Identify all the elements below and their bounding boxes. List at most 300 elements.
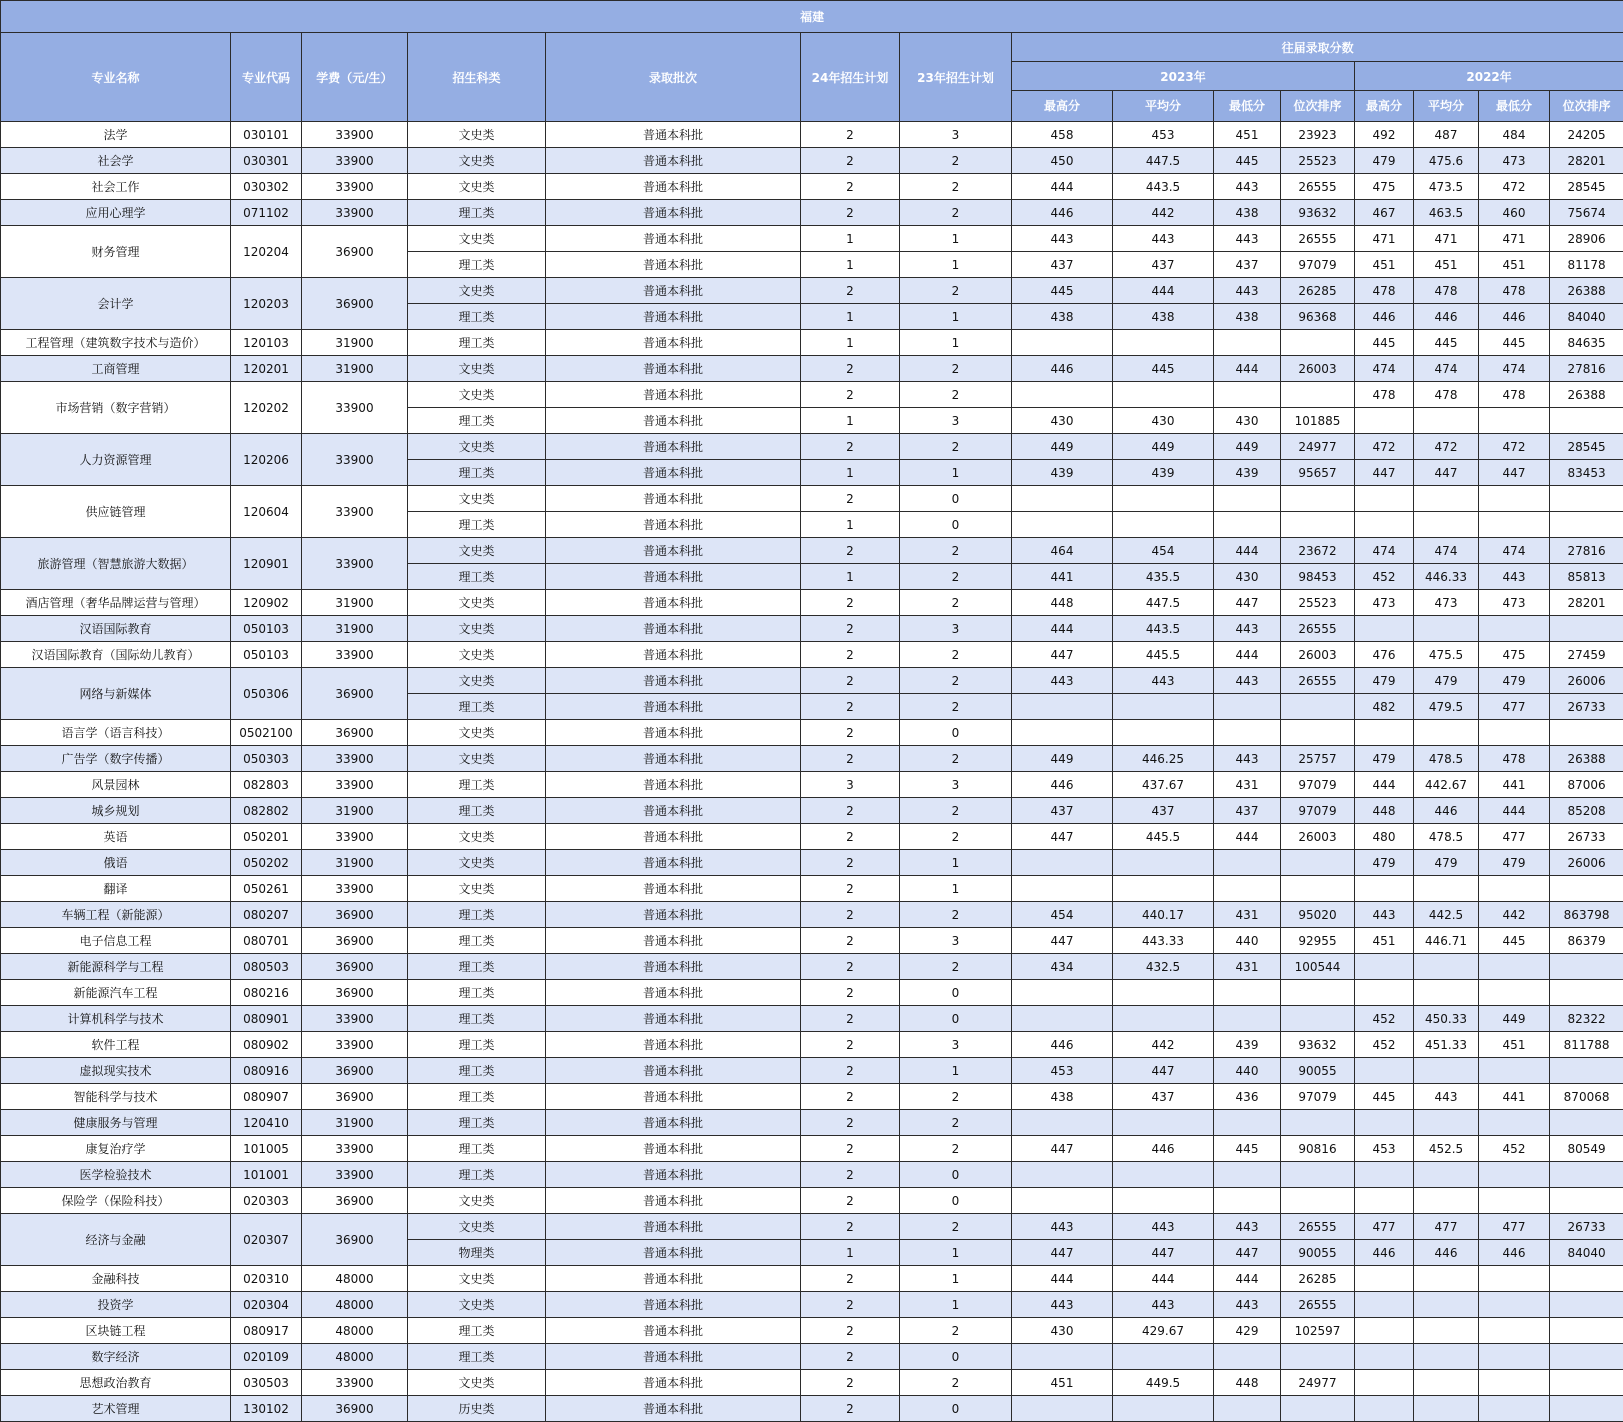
score-2022-max-cell (1355, 1058, 1414, 1084)
rank-2022-cell: 28201 (1550, 590, 1623, 616)
major-name-cell: 智能科学与技术 (1, 1084, 231, 1110)
category-cell: 理工类 (408, 1318, 546, 1344)
table-row (1, 1006, 1623, 1032)
score-2023-min-cell: 443 (1214, 174, 1281, 200)
score-2023-avg-cell: 440.17 (1113, 902, 1214, 928)
plan-2023-cell: 2 (900, 356, 1012, 382)
score-2023-max-cell: 464 (1012, 538, 1113, 564)
major-code-cell: 030503 (231, 1370, 302, 1396)
category-cell: 文史类 (408, 1214, 546, 1240)
major-name-cell: 新能源汽车工程 (1, 980, 231, 1006)
score-2023-max-cell: 454 (1012, 902, 1113, 928)
plan-2023-cell: 3 (900, 408, 1012, 434)
score-2022-max-cell: 482 (1355, 694, 1414, 720)
score-2023-avg-cell: 443.5 (1113, 616, 1214, 642)
header-2023-min: 最低分 (1214, 91, 1281, 122)
score-2022-avg-cell (1414, 720, 1479, 746)
plan-2024-cell: 1 (801, 1240, 900, 1266)
score-2022-min-cell: 441 (1479, 1084, 1550, 1110)
table-row (1, 772, 1623, 798)
plan-2023-cell: 2 (900, 382, 1012, 408)
score-2023-min-cell: 439 (1214, 1032, 1281, 1058)
plan-2024-cell: 2 (801, 538, 900, 564)
score-2022-max-cell: 476 (1355, 642, 1414, 668)
rank-2023-cell: 93632 (1281, 1032, 1355, 1058)
tuition-fee-cell: 36900 (302, 668, 408, 720)
plan-2023-cell: 1 (900, 1058, 1012, 1084)
batch-cell: 普通本科批 (546, 1344, 801, 1370)
plan-2024-cell: 1 (801, 512, 900, 538)
tuition-fee-cell: 33900 (302, 876, 408, 902)
rank-2023-cell: 98453 (1281, 564, 1355, 590)
score-2022-avg-cell: 442.5 (1414, 902, 1479, 928)
plan-2024-cell: 2 (801, 954, 900, 980)
rank-2022-cell: 870068 (1550, 1084, 1623, 1110)
score-2023-avg-cell: 430 (1113, 408, 1214, 434)
score-2023-min-cell: 429 (1214, 1318, 1281, 1344)
major-name-cell: 医学检验技术 (1, 1162, 231, 1188)
header-category: 招生科类 (408, 33, 546, 122)
table-row (1, 174, 1623, 200)
major-code-cell: 120204 (231, 226, 302, 278)
category-cell: 理工类 (408, 954, 546, 980)
rank-2022-cell: 26006 (1550, 668, 1623, 694)
rank-2023-cell: 95020 (1281, 902, 1355, 928)
plan-2023-cell: 0 (900, 1006, 1012, 1032)
batch-cell: 普通本科批 (546, 746, 801, 772)
table-row (1, 1396, 1623, 1422)
tuition-fee-cell: 36900 (302, 1058, 408, 1084)
major-code-cell: 082803 (231, 772, 302, 798)
score-2023-max-cell: 430 (1012, 1318, 1113, 1344)
score-2022-min-cell (1479, 1292, 1550, 1318)
score-2023-max-cell: 447 (1012, 824, 1113, 850)
plan-2023-cell: 3 (900, 1032, 1012, 1058)
score-2022-min-cell: 445 (1479, 928, 1550, 954)
tuition-fee-cell: 36900 (302, 954, 408, 980)
score-2022-avg-cell (1414, 1318, 1479, 1344)
plan-2024-cell: 2 (801, 798, 900, 824)
score-2022-max-cell: 492 (1355, 122, 1414, 148)
score-2023-min-cell: 443 (1214, 746, 1281, 772)
score-2023-max-cell (1012, 1396, 1113, 1422)
tuition-fee-cell: 33900 (302, 1136, 408, 1162)
score-2022-min-cell (1479, 720, 1550, 746)
score-2023-max-cell: 449 (1012, 434, 1113, 460)
plan-2023-cell: 2 (900, 798, 1012, 824)
score-2022-max-cell: 473 (1355, 590, 1414, 616)
plan-2024-cell: 1 (801, 330, 900, 356)
score-2022-avg-cell: 451.33 (1414, 1032, 1479, 1058)
rank-2022-cell (1550, 1188, 1623, 1214)
score-2023-avg-cell (1113, 1188, 1214, 1214)
score-2022-max-cell: 480 (1355, 824, 1414, 850)
plan-2023-cell: 2 (900, 1084, 1012, 1110)
score-2022-max-cell: 443 (1355, 902, 1414, 928)
category-cell: 文史类 (408, 278, 546, 304)
score-2023-avg-cell: 447 (1113, 1240, 1214, 1266)
plan-2023-cell: 1 (900, 850, 1012, 876)
tuition-fee-cell: 36900 (302, 902, 408, 928)
score-2022-max-cell: 475 (1355, 174, 1414, 200)
score-2023-min-cell: 438 (1214, 200, 1281, 226)
rank-2022-cell: 28545 (1550, 174, 1623, 200)
score-2023-max-cell (1012, 850, 1113, 876)
batch-cell: 普通本科批 (546, 590, 801, 616)
score-2023-min-cell: 443 (1214, 1292, 1281, 1318)
table-row (1, 226, 1623, 252)
rank-2023-cell (1281, 330, 1355, 356)
score-2022-avg-cell: 479 (1414, 850, 1479, 876)
category-cell: 理工类 (408, 304, 546, 330)
category-cell: 文史类 (408, 356, 546, 382)
plan-2023-cell: 0 (900, 1344, 1012, 1370)
category-cell: 文史类 (408, 382, 546, 408)
score-2022-min-cell (1479, 1110, 1550, 1136)
score-2023-max-cell: 445 (1012, 278, 1113, 304)
table-row (1, 590, 1623, 616)
tuition-fee-cell: 33900 (302, 642, 408, 668)
score-2022-max-cell (1355, 876, 1414, 902)
major-code-cell: 120206 (231, 434, 302, 486)
score-2022-avg-cell (1414, 954, 1479, 980)
tuition-fee-cell: 33900 (302, 382, 408, 434)
score-2022-max-cell (1355, 954, 1414, 980)
score-2023-avg-cell: 447.5 (1113, 590, 1214, 616)
category-cell: 理工类 (408, 798, 546, 824)
score-2023-min-cell: 430 (1214, 408, 1281, 434)
score-2023-min-cell: 443 (1214, 668, 1281, 694)
batch-cell: 普通本科批 (546, 252, 801, 278)
plan-2023-cell: 2 (900, 824, 1012, 850)
rank-2023-cell: 25523 (1281, 148, 1355, 174)
batch-cell: 普通本科批 (546, 1006, 801, 1032)
score-2023-max-cell (1012, 980, 1113, 1006)
plan-2024-cell: 2 (801, 1396, 900, 1422)
plan-2024-cell: 2 (801, 122, 900, 148)
header-year-2022: 2022年 (1355, 62, 1623, 91)
category-cell: 文史类 (408, 590, 546, 616)
plan-2024-cell: 2 (801, 1136, 900, 1162)
score-2023-avg-cell: 437.67 (1113, 772, 1214, 798)
rank-2023-cell (1281, 512, 1355, 538)
score-2022-max-cell: 447 (1355, 460, 1414, 486)
score-2022-max-cell (1355, 1344, 1414, 1370)
category-cell: 理工类 (408, 330, 546, 356)
plan-2023-cell: 1 (900, 1292, 1012, 1318)
score-2023-max-cell: 430 (1012, 408, 1113, 434)
table-row (1, 382, 1623, 408)
category-cell: 理工类 (408, 1006, 546, 1032)
header-code: 专业代码 (231, 33, 302, 122)
table-row (1, 746, 1623, 772)
rank-2022-cell (1550, 954, 1623, 980)
rank-2022-cell: 27816 (1550, 538, 1623, 564)
score-2022-avg-cell: 446 (1414, 304, 1479, 330)
batch-cell: 普通本科批 (546, 1214, 801, 1240)
score-2023-avg-cell (1113, 330, 1214, 356)
score-2023-max-cell (1012, 1006, 1113, 1032)
tuition-fee-cell: 33900 (302, 434, 408, 486)
score-2022-min-cell: 441 (1479, 772, 1550, 798)
score-2022-min-cell: 447 (1479, 460, 1550, 486)
category-cell: 文史类 (408, 486, 546, 512)
major-name-cell: 金融科技 (1, 1266, 231, 1292)
major-code-cell: 050303 (231, 746, 302, 772)
major-name-cell: 网络与新媒体 (1, 668, 231, 720)
rank-2022-cell: 26388 (1550, 382, 1623, 408)
tuition-fee-cell: 36900 (302, 226, 408, 278)
rank-2022-cell: 87006 (1550, 772, 1623, 798)
major-name-cell: 财务管理 (1, 226, 231, 278)
major-code-cell: 020109 (231, 1344, 302, 1370)
rank-2023-cell: 90055 (1281, 1240, 1355, 1266)
score-2023-avg-cell: 443 (1113, 1292, 1214, 1318)
table-row (1, 200, 1623, 226)
rank-2023-cell: 25757 (1281, 746, 1355, 772)
score-2022-min-cell: 451 (1479, 1032, 1550, 1058)
rank-2022-cell: 26388 (1550, 278, 1623, 304)
batch-cell: 普通本科批 (546, 330, 801, 356)
plan-2023-cell: 1 (900, 304, 1012, 330)
score-2023-avg-cell: 446.25 (1113, 746, 1214, 772)
rank-2022-cell: 24205 (1550, 122, 1623, 148)
rank-2022-cell (1550, 1370, 1623, 1396)
score-2023-max-cell: 447 (1012, 1240, 1113, 1266)
major-code-cell: 080503 (231, 954, 302, 980)
score-2023-min-cell (1214, 850, 1281, 876)
major-code-cell: 030302 (231, 174, 302, 200)
plan-2023-cell: 1 (900, 876, 1012, 902)
tuition-fee-cell: 48000 (302, 1318, 408, 1344)
score-2022-max-cell (1355, 616, 1414, 642)
rank-2023-cell: 26003 (1281, 356, 1355, 382)
score-2023-max-cell: 443 (1012, 1214, 1113, 1240)
score-2022-min-cell: 460 (1479, 200, 1550, 226)
rank-2022-cell: 863798 (1550, 902, 1623, 928)
score-2023-min-cell: 431 (1214, 902, 1281, 928)
rank-2023-cell (1281, 720, 1355, 746)
score-2022-min-cell: 443 (1479, 564, 1550, 590)
score-2022-min-cell (1479, 1396, 1550, 1422)
score-2022-avg-cell (1414, 408, 1479, 434)
score-2023-avg-cell (1113, 876, 1214, 902)
score-2023-max-cell: 434 (1012, 954, 1113, 980)
rank-2022-cell (1550, 512, 1623, 538)
score-2023-max-cell: 449 (1012, 746, 1113, 772)
rank-2023-cell: 26003 (1281, 824, 1355, 850)
tuition-fee-cell: 36900 (302, 720, 408, 746)
major-code-cell: 120902 (231, 590, 302, 616)
rank-2023-cell: 93632 (1281, 200, 1355, 226)
tuition-fee-cell: 31900 (302, 356, 408, 382)
batch-cell: 普通本科批 (546, 850, 801, 876)
rank-2022-cell (1550, 1318, 1623, 1344)
score-2023-avg-cell: 437 (1113, 1084, 1214, 1110)
plan-2024-cell: 2 (801, 434, 900, 460)
header-2022-min: 最低分 (1479, 91, 1550, 122)
tuition-fee-cell: 33900 (302, 148, 408, 174)
score-2023-min-cell: 444 (1214, 642, 1281, 668)
plan-2023-cell: 0 (900, 720, 1012, 746)
score-2022-avg-cell (1414, 876, 1479, 902)
rank-2022-cell (1550, 1344, 1623, 1370)
tuition-fee-cell: 33900 (302, 772, 408, 798)
score-2023-max-cell: 447 (1012, 642, 1113, 668)
category-cell: 理工类 (408, 408, 546, 434)
score-2022-avg-cell: 463.5 (1414, 200, 1479, 226)
major-name-cell: 语言学（语言科技） (1, 720, 231, 746)
major-name-cell: 市场营销（数字营销） (1, 382, 231, 434)
category-cell: 文史类 (408, 1292, 546, 1318)
plan-2023-cell: 1 (900, 330, 1012, 356)
major-name-cell: 保险学（保险科技） (1, 1188, 231, 1214)
major-code-cell: 101005 (231, 1136, 302, 1162)
plan-2024-cell: 2 (801, 642, 900, 668)
major-code-cell: 050103 (231, 616, 302, 642)
plan-2023-cell: 1 (900, 252, 1012, 278)
score-2023-min-cell (1214, 382, 1281, 408)
score-2022-max-cell: 472 (1355, 434, 1414, 460)
major-code-cell: 120410 (231, 1110, 302, 1136)
plan-2024-cell: 2 (801, 824, 900, 850)
score-2022-max-cell: 446 (1355, 304, 1414, 330)
score-2022-avg-cell: 474 (1414, 356, 1479, 382)
batch-cell: 普通本科批 (546, 1136, 801, 1162)
rank-2022-cell: 82322 (1550, 1006, 1623, 1032)
score-2022-avg-cell: 479 (1414, 668, 1479, 694)
score-2023-max-cell: 443 (1012, 1292, 1113, 1318)
score-2022-max-cell: 479 (1355, 746, 1414, 772)
score-2023-avg-cell (1113, 512, 1214, 538)
score-2023-min-cell (1214, 1110, 1281, 1136)
header-plan-2023: 23年招生计划 (900, 33, 1012, 122)
plan-2024-cell: 1 (801, 252, 900, 278)
rank-2022-cell: 26733 (1550, 694, 1623, 720)
rank-2022-cell: 811788 (1550, 1032, 1623, 1058)
score-2023-avg-cell: 439 (1113, 460, 1214, 486)
batch-cell: 普通本科批 (546, 824, 801, 850)
score-2022-min-cell (1479, 1318, 1550, 1344)
rank-2022-cell: 26733 (1550, 1214, 1623, 1240)
plan-2023-cell: 1 (900, 460, 1012, 486)
score-2023-avg-cell: 444 (1113, 1266, 1214, 1292)
batch-cell: 普通本科批 (546, 954, 801, 980)
category-cell: 理工类 (408, 1344, 546, 1370)
score-2022-min-cell: 444 (1479, 798, 1550, 824)
tuition-fee-cell: 31900 (302, 798, 408, 824)
major-code-cell: 120202 (231, 382, 302, 434)
score-2023-max-cell: 451 (1012, 1370, 1113, 1396)
score-2022-avg-cell (1414, 486, 1479, 512)
score-2023-avg-cell: 435.5 (1113, 564, 1214, 590)
plan-2024-cell: 2 (801, 1162, 900, 1188)
tuition-fee-cell: 48000 (302, 1292, 408, 1318)
score-2022-avg-cell: 473.5 (1414, 174, 1479, 200)
score-2023-avg-cell: 429.67 (1113, 1318, 1214, 1344)
score-2023-avg-cell: 443 (1113, 1214, 1214, 1240)
score-2022-avg-cell: 472 (1414, 434, 1479, 460)
plan-2024-cell: 1 (801, 226, 900, 252)
score-2022-max-cell: 445 (1355, 330, 1414, 356)
tuition-fee-cell: 33900 (302, 486, 408, 538)
score-2022-min-cell: 479 (1479, 668, 1550, 694)
batch-cell: 普通本科批 (546, 174, 801, 200)
rank-2022-cell: 26388 (1550, 746, 1623, 772)
major-name-cell: 旅游管理（智慧旅游大数据） (1, 538, 231, 590)
rank-2022-cell: 84040 (1550, 1240, 1623, 1266)
score-2023-max-cell: 438 (1012, 304, 1113, 330)
batch-cell: 普通本科批 (546, 304, 801, 330)
score-2022-avg-cell: 478 (1414, 278, 1479, 304)
major-code-cell: 080216 (231, 980, 302, 1006)
major-name-cell: 社会学 (1, 148, 231, 174)
plan-2024-cell: 2 (801, 382, 900, 408)
plan-2023-cell: 2 (900, 746, 1012, 772)
score-2023-max-cell: 450 (1012, 148, 1113, 174)
score-2023-avg-cell: 443 (1113, 226, 1214, 252)
score-2023-max-cell: 439 (1012, 460, 1113, 486)
category-cell: 文史类 (408, 746, 546, 772)
major-code-cell: 050202 (231, 850, 302, 876)
major-code-cell: 120203 (231, 278, 302, 330)
tuition-fee-cell: 36900 (302, 278, 408, 330)
table-body (1, 122, 1623, 1422)
plan-2023-cell: 0 (900, 486, 1012, 512)
batch-cell: 普通本科批 (546, 876, 801, 902)
batch-cell: 普通本科批 (546, 1292, 801, 1318)
score-2022-max-cell: 451 (1355, 928, 1414, 954)
score-2023-avg-cell: 442 (1113, 200, 1214, 226)
table-row (1, 148, 1623, 174)
score-2022-avg-cell (1414, 1058, 1479, 1084)
rank-2022-cell (1550, 1110, 1623, 1136)
score-2022-avg-cell (1414, 1370, 1479, 1396)
category-cell: 理工类 (408, 694, 546, 720)
plan-2024-cell: 1 (801, 304, 900, 330)
rank-2023-cell (1281, 486, 1355, 512)
score-2022-max-cell: 479 (1355, 850, 1414, 876)
category-cell: 理工类 (408, 1162, 546, 1188)
rank-2023-cell: 102597 (1281, 1318, 1355, 1344)
score-2022-max-cell: 446 (1355, 1240, 1414, 1266)
score-2023-max-cell (1012, 1344, 1113, 1370)
score-2023-avg-cell: 449.5 (1113, 1370, 1214, 1396)
header-2023-avg: 平均分 (1113, 91, 1214, 122)
batch-cell: 普通本科批 (546, 564, 801, 590)
tuition-fee-cell: 31900 (302, 590, 408, 616)
plan-2024-cell: 3 (801, 772, 900, 798)
rank-2022-cell: 86379 (1550, 928, 1623, 954)
major-code-cell: 130102 (231, 1396, 302, 1422)
score-2023-min-cell: 436 (1214, 1084, 1281, 1110)
score-2023-max-cell: 458 (1012, 122, 1113, 148)
category-cell: 文史类 (408, 1370, 546, 1396)
plan-2024-cell: 2 (801, 616, 900, 642)
score-2022-avg-cell (1414, 1188, 1479, 1214)
major-code-cell: 050201 (231, 824, 302, 850)
score-2023-min-cell: 451 (1214, 122, 1281, 148)
score-2023-avg-cell (1113, 486, 1214, 512)
batch-cell: 普通本科批 (546, 720, 801, 746)
plan-2023-cell: 2 (900, 1370, 1012, 1396)
category-cell: 文史类 (408, 668, 546, 694)
score-2022-max-cell: 474 (1355, 538, 1414, 564)
score-2022-max-cell: 444 (1355, 772, 1414, 798)
score-2022-avg-cell: 474 (1414, 538, 1479, 564)
score-2023-avg-cell: 453 (1113, 122, 1214, 148)
tuition-fee-cell: 36900 (302, 1188, 408, 1214)
